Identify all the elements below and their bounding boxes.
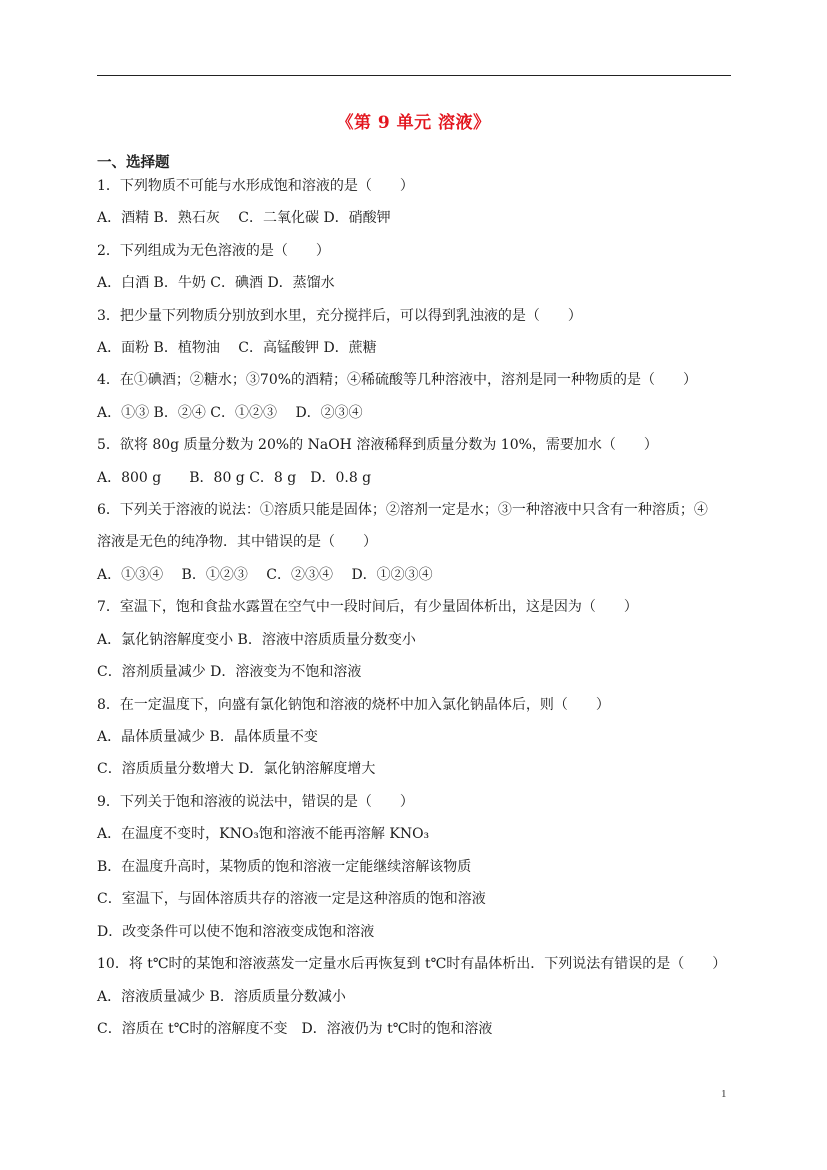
text-line: A．①③ B．②④ C．①②③ D．②③④ <box>97 405 363 421</box>
text-line: 2．下列组成为无色溶液的是（ ） <box>97 243 330 259</box>
text-line: A．溶液质量减少 B．溶质质量分数减小 <box>97 989 346 1005</box>
text-line: 1．下列物质不可能与水形成饱和溶液的是（ ） <box>97 178 414 194</box>
text-line: D．改变条件可以使不饱和溶液变成饱和溶液 <box>97 924 375 940</box>
text-line: 9．下列关于饱和溶液的说法中，错误的是（ ） <box>97 794 414 810</box>
text-line: A．酒精 B．熟石灰 C．二氧化碳 D．硝酸钾 <box>97 210 391 226</box>
text-line: 3．把少量下列物质分别放到水里，充分搅拌后，可以得到乳浊液的是（ ） <box>97 308 582 324</box>
text-line: B．在温度升高时，某物质的饱和溶液一定能继续溶解该物质 <box>97 859 472 875</box>
text-line: A．面粉 B．植物油 C．高锰酸钾 D．蔗糖 <box>97 340 377 356</box>
text-line: A．在温度不变时，KNO₃饱和溶液不能再溶解 KNO₃ <box>97 826 430 842</box>
text-line: 8．在一定温度下，向盛有氯化钠饱和溶液的烧杯中加入氯化钠晶体后，则（ ） <box>97 697 610 713</box>
text-line: C．溶剂质量减少 D．溶液变为不饱和溶液 <box>97 664 362 680</box>
text-line: A．氯化钠溶解度变小 B．溶液中溶质质量分数变小 <box>97 632 416 648</box>
text-line: A．①③④ B．①②③ C．②③④ D．①②③④ <box>97 567 433 583</box>
page-number: 1 <box>721 1088 727 1100</box>
text-line: A．白酒 B．牛奶 C．碘酒 D．蒸馏水 <box>97 275 335 291</box>
text-line: 10．将 t℃时的某饱和溶液蒸发一定量水后再恢复到 t℃时有晶体析出．下列说法有错误的是（ ） <box>97 956 727 972</box>
text-line: C．溶质在 t℃时的溶解度不变 D．溶液仍为 t℃时的饱和溶液 <box>97 1021 493 1037</box>
text-line: C．溶质质量分数增大 D．氯化钠溶解度增大 <box>97 761 376 777</box>
text-line: A．晶体质量减少 B．晶体质量不变 <box>97 729 318 745</box>
text-line: 4．在①碘酒；②糖水；③70%的酒精；④稀硫酸等几种溶液中，溶剂是同一种物质的是（ ） <box>97 372 698 388</box>
page-title: 《第 9 单元 溶液》 <box>336 113 491 133</box>
text-line: 7．室温下，饱和食盐水露置在空气中一段时间后，有少量固体析出，这是因为（ ） <box>97 599 638 615</box>
text-line: 溶液是无色的纯净物．其中错误的是（ ） <box>97 534 377 550</box>
section-heading: 一、选择题 <box>97 154 170 171</box>
header-rule <box>97 75 731 76</box>
text-line: A．800 g B．80 g C．8 g D．0.8 g <box>97 470 372 486</box>
text-line: 6．下列关于溶液的说法：①溶质只能是固体；②溶剂一定是水；③一种溶液中只含有一种溶质；④ <box>97 502 708 518</box>
text-line: 5．欲将 80g 质量分数为 20%的 NaOH 溶液稀释到质量分数为 10%，需要加水（ ） <box>97 437 658 453</box>
text-line: C．室温下，与固体溶质共存的溶液一定是这种溶质的饱和溶液 <box>97 891 486 907</box>
